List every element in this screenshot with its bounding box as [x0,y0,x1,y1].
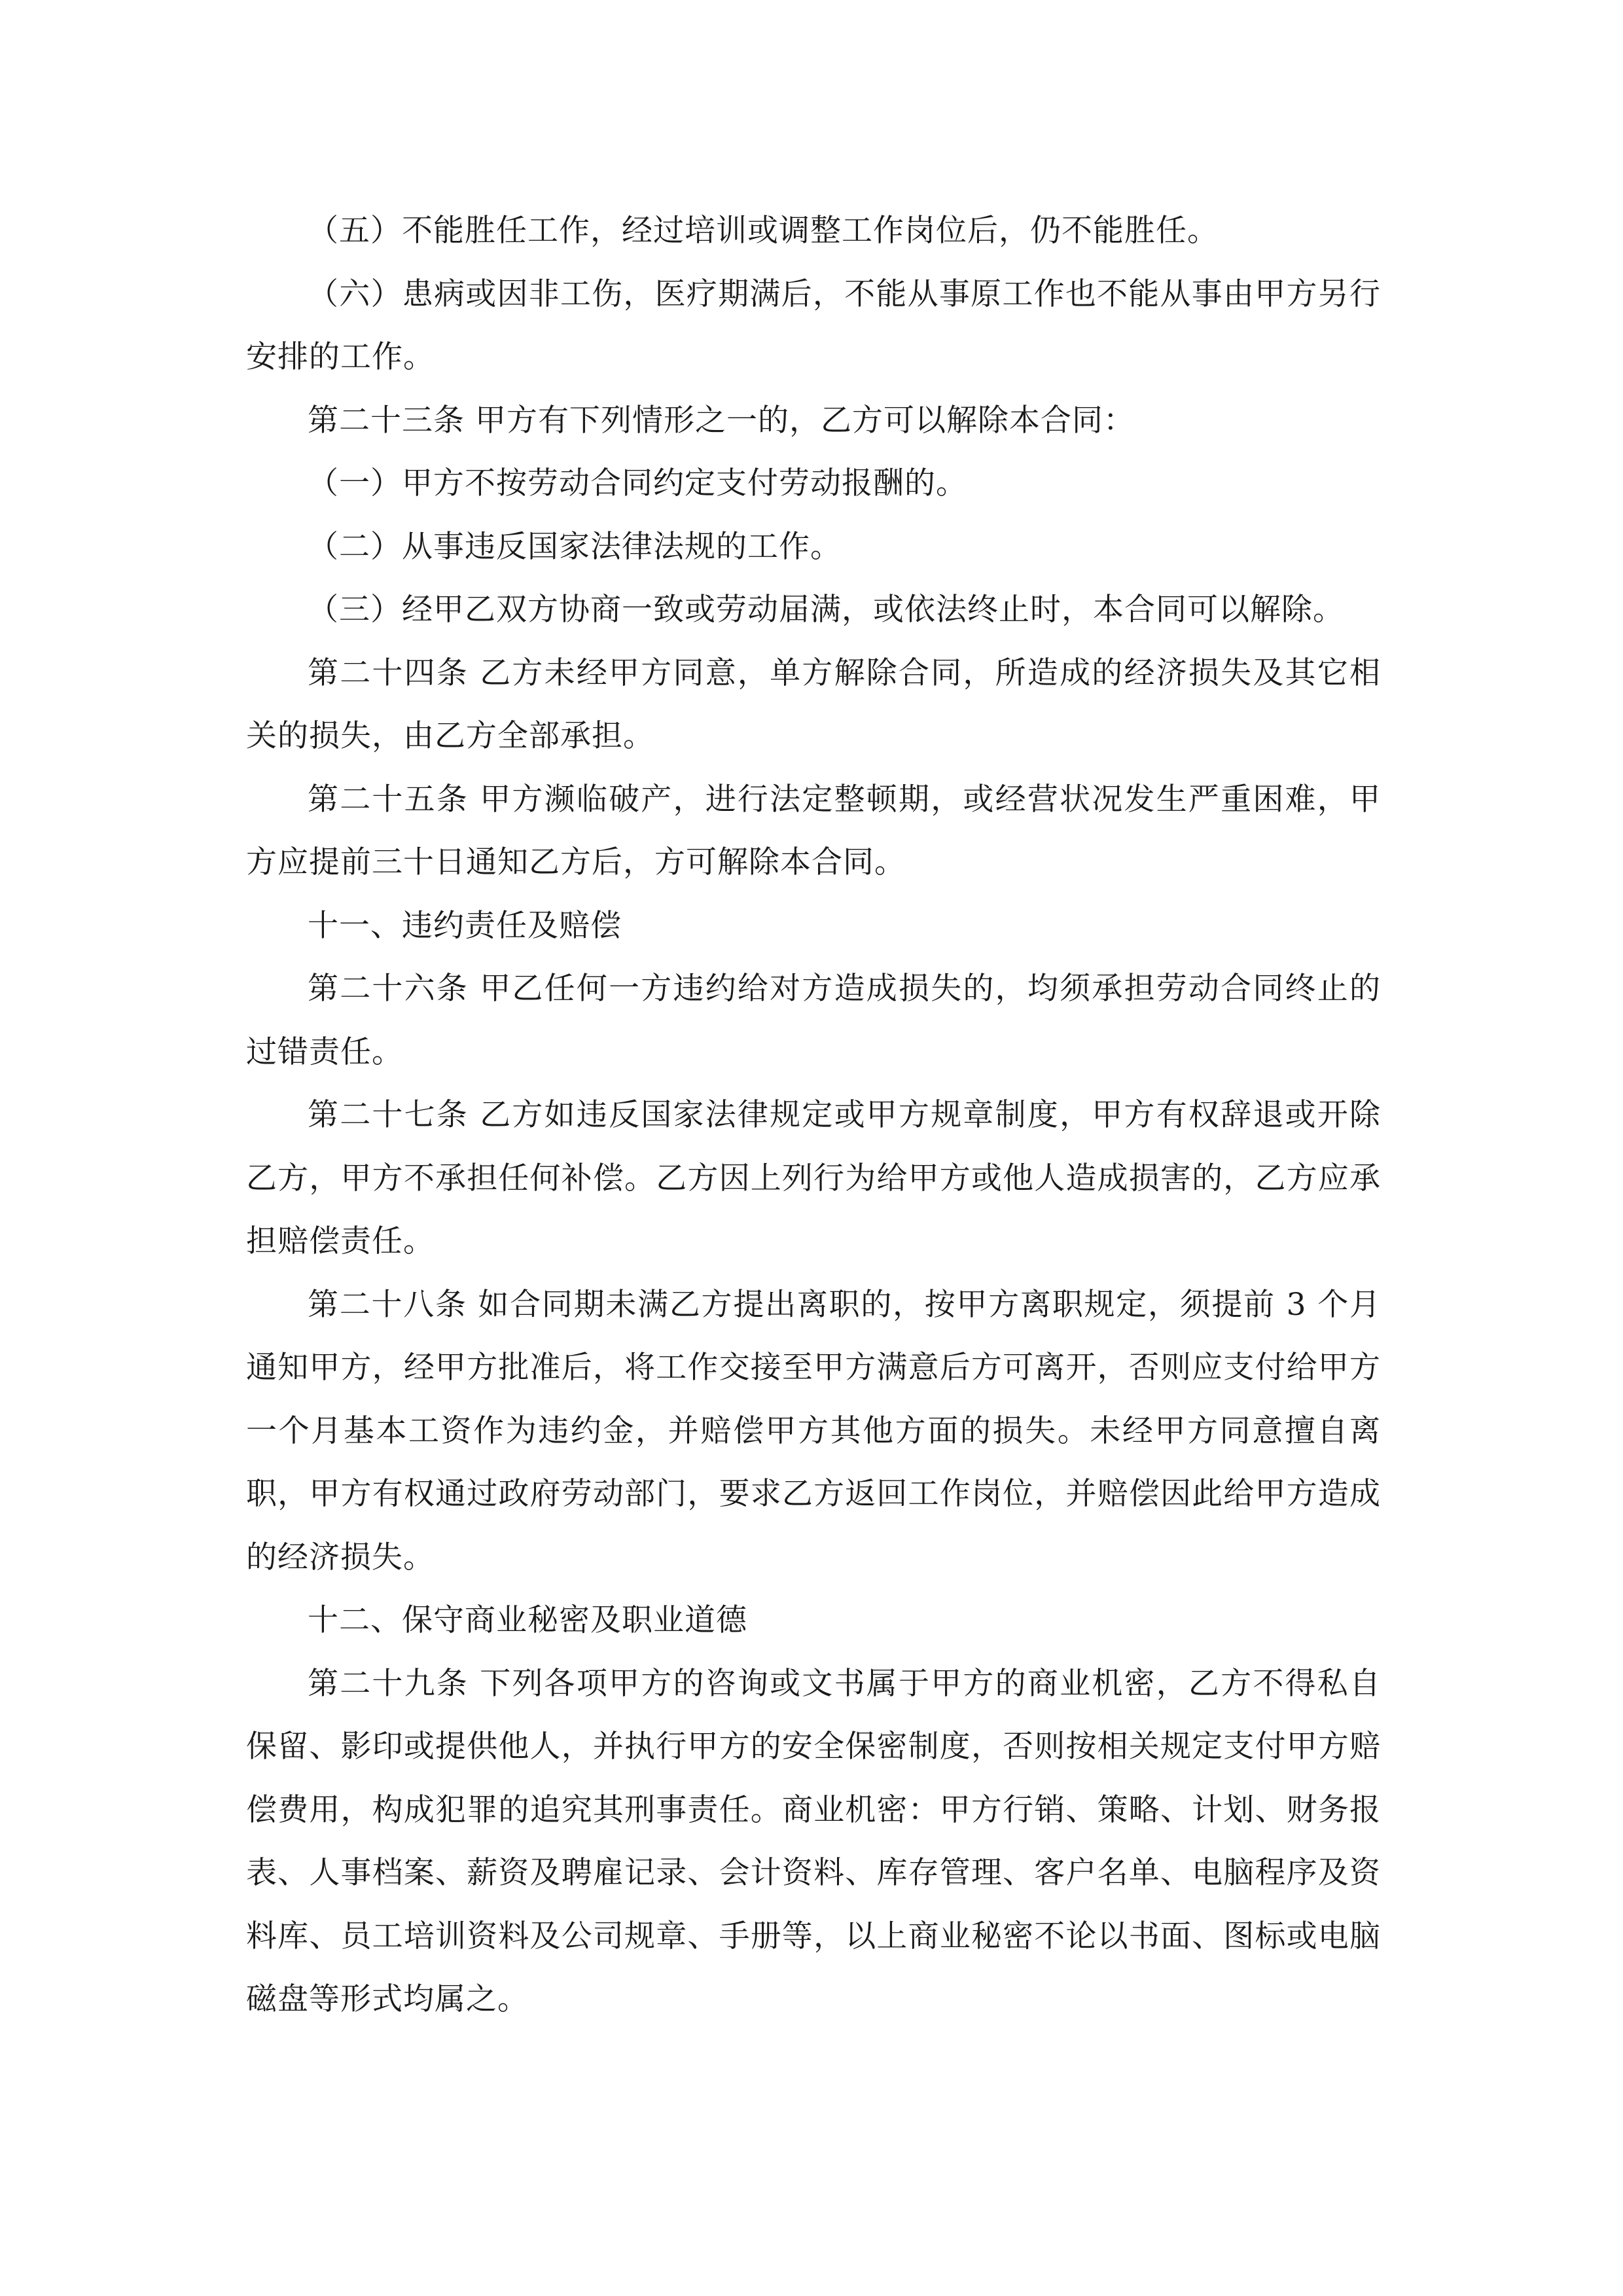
article-23: 第二十三条 甲方有下列情形之一的，乙方可以解除本合同： [308,402,1135,439]
article-26: 第二十六条 甲乙任何一方违约给对方造成损失的，均须承担劳动合同终止的过错责任。 [246,971,1381,1070]
article-23-item-3: （三）经甲乙双方协商一致或劳动届满，或依法终止时，本合同可以解除。 [308,592,1344,628]
article-29: 第二十九条 下列各项甲方的咨询或文书属于甲方的商业机密，乙方不得私自保留、影印或提供他人，并执行甲方的安全保密制度，否则按相关规定支付甲方赔偿费用，构成犯罪的追究其刑事责任。商业机密：甲方行销、策略、计划、财务报表、人事档案、薪资及聘雇记录、会计资料、库存管理、客户名单、电脑程序及资料库、员工培训资料及公司规章、手册等，以上商业秘密不论以书面、图标或电脑磁盘等形式均属之。 [246,1665,1381,2017]
article-24: 第二十四条 乙方未经甲方同意，单方解除合同，所造成的经济损失及其它相关的损失，由乙方全部承担。 [246,655,1381,754]
article-28: 第二十八条 如合同期未满乙方提出离职的，按甲方离职规定，须提前 3 个月通知甲方，经甲方批准后，将工作交接至甲方满意后方可离开，否则应支付给甲方一个月基本工资作为违约金，并赔偿甲方其他方面的损失。未经甲方同意擅自离职，甲方有权通过政府劳动部门，要求乙方返回工作岗位，并赔偿因此给甲方造成的经济损失。 [246,1286,1381,1575]
article-23-item-2: （二）从事违反国家法律法规的工作。 [308,528,842,565]
section-heading-11: 十一、违约责任及赔偿 [308,907,622,944]
section-heading-12: 十二、保守商业秘密及职业道德 [308,1602,747,1638]
clause-item-6: （六）患病或因非工伤，医疗期满后，不能从事原工作也不能从事由甲方另行安排的工作。 [246,276,1381,375]
article-27: 第二十七条 乙方如违反国家法律规定或甲方规章制度，甲方有权辞退或开除乙方，甲方不承担任何补偿。乙方因上列行为给甲方或他人造成损害的，乙方应承担赔偿责任。 [246,1097,1381,1259]
article-23-item-1: （一）甲方不按劳动合同约定支付劳动报酬的。 [308,465,967,501]
article-25: 第二十五条 甲方濒临破产，进行法定整顿期，或经营状况发生严重困难，甲方应提前三十日通知乙方后，方可解除本合同。 [246,781,1381,880]
contract-body [246,200,1381,2032]
clause-item-5: （五）不能胜任工作，经过培训或调整工作岗位后，仍不能胜任。 [308,213,1219,249]
